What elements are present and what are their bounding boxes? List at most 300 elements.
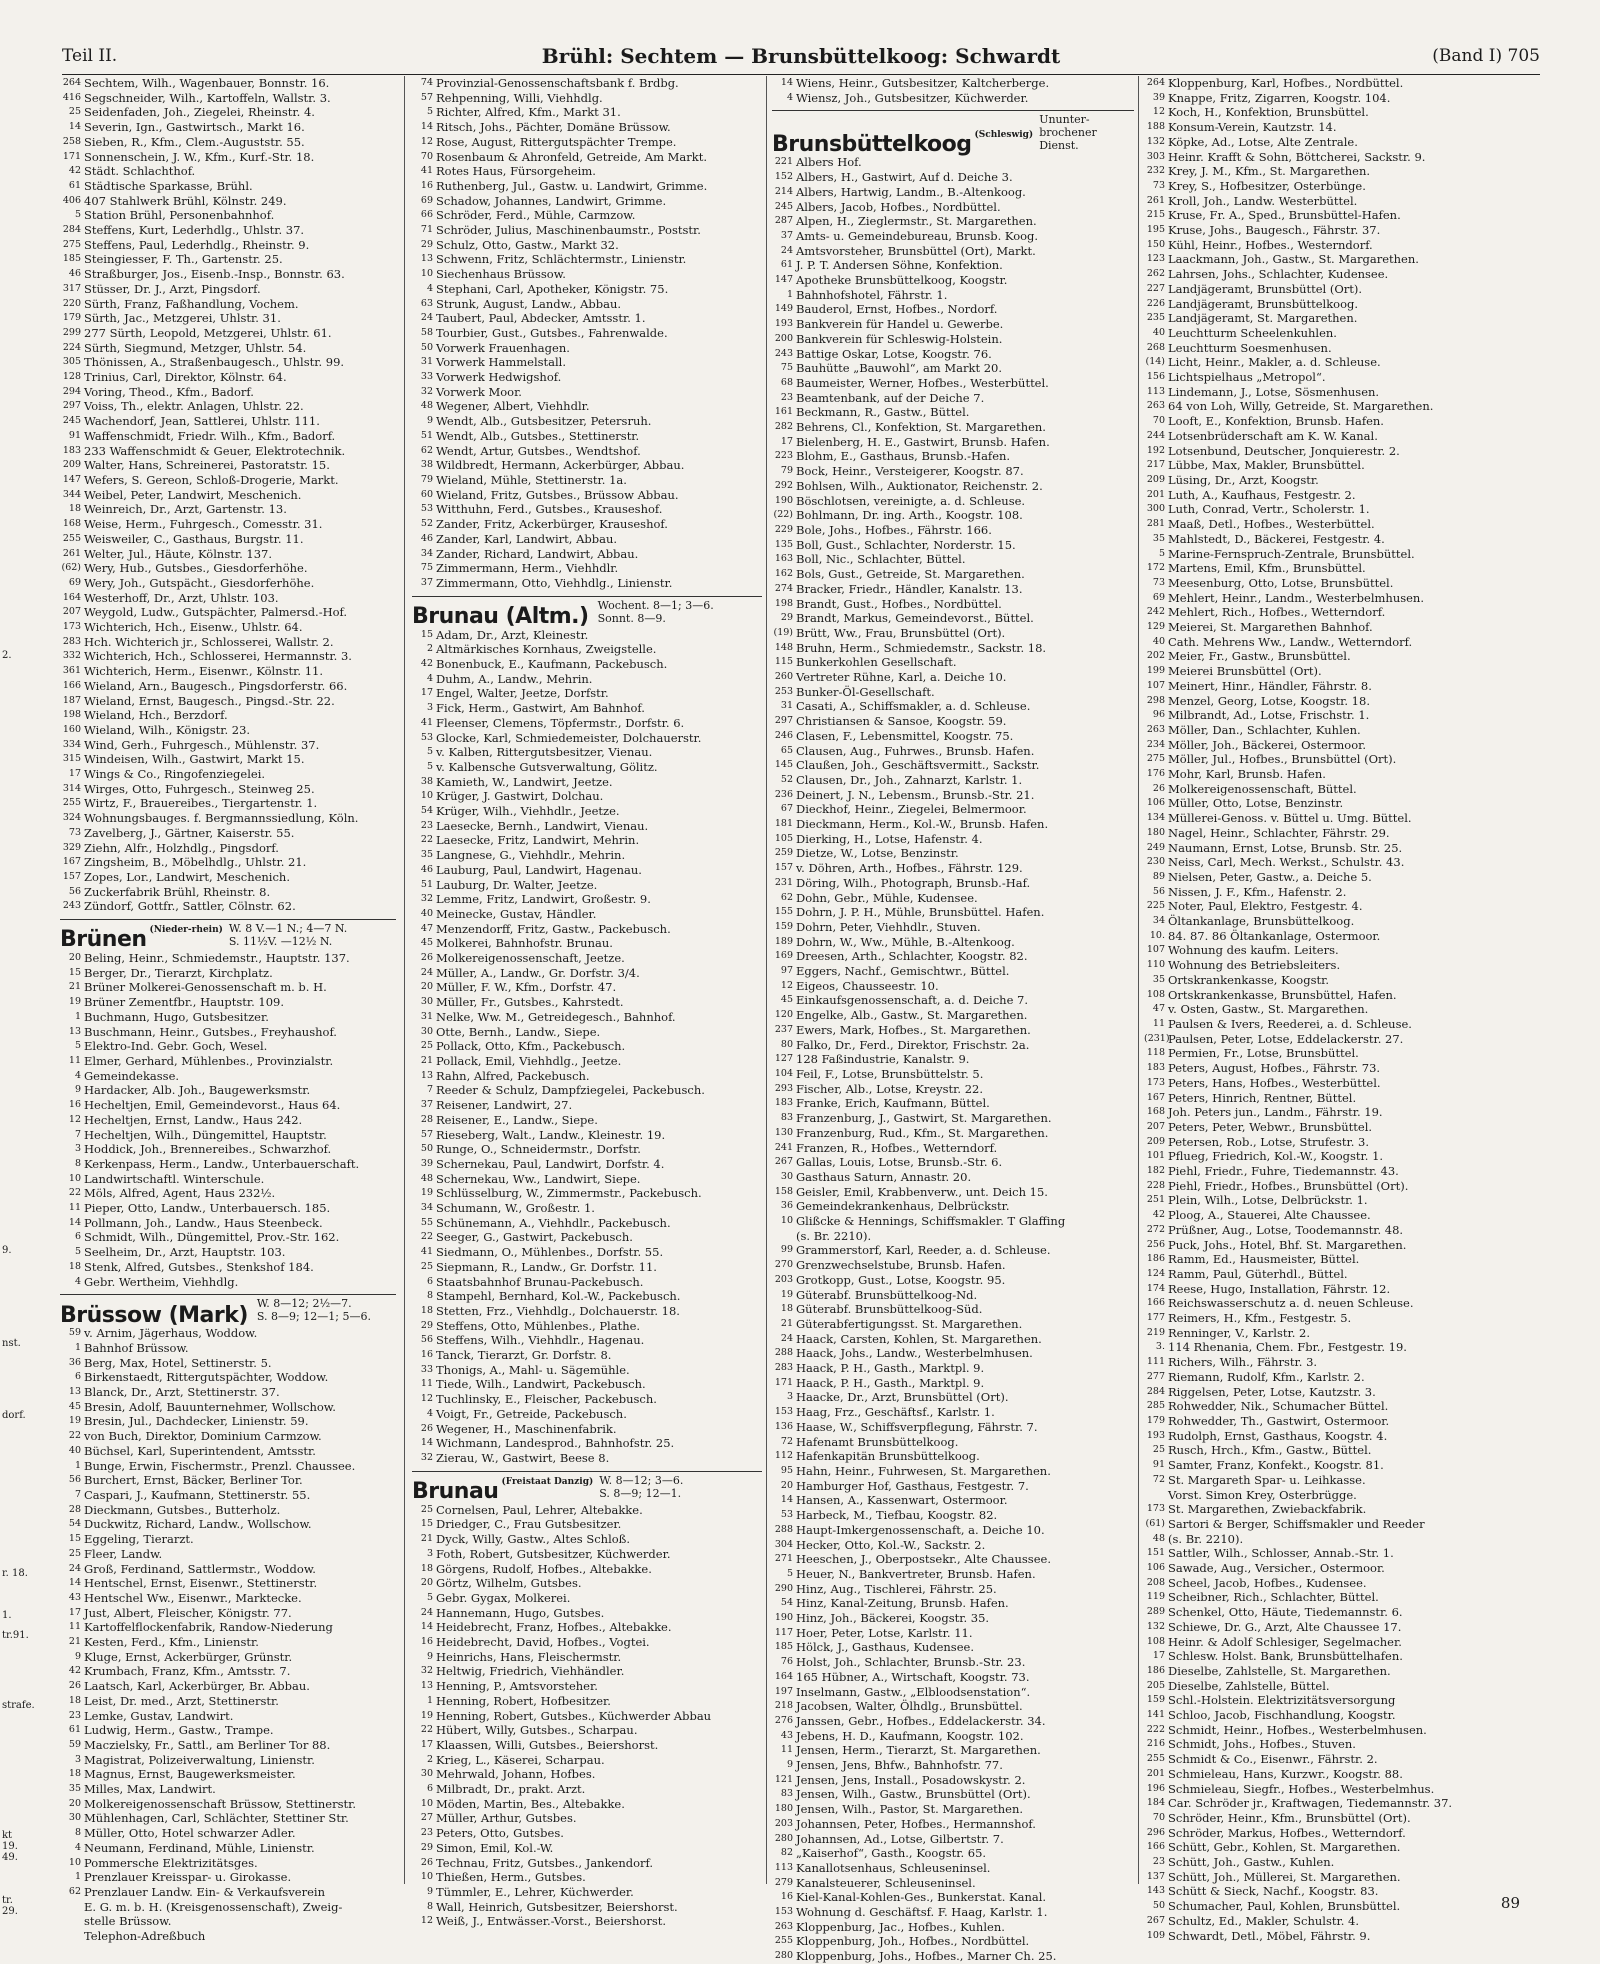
directory-entry — [772, 155, 1134, 170]
subscriber-text: Dohrn, Peter, Viehhdlr., Stuven. — [796, 919, 981, 934]
directory-entry — [772, 920, 1134, 935]
phone-number: 24 — [420, 1606, 433, 1618]
directory-entry — [60, 502, 396, 517]
margin-note: r. 18. — [2, 1568, 28, 1579]
directory-entry — [412, 1363, 762, 1378]
directory-entry — [1144, 1679, 1538, 1694]
subscriber-text: Milbrandt, Ad., Lotse, Frischstr. 1. — [1168, 708, 1370, 723]
directory-entry — [1144, 532, 1538, 547]
phone-number: 260 — [774, 671, 793, 683]
phone-number: 25 — [420, 1503, 433, 1515]
phone-number: 22 — [68, 1430, 81, 1442]
subscriber-text: Schl.-Holstein. Elektrizitätsversorgung — [1168, 1693, 1396, 1708]
subscriber-text: J. P. T. Andersen Söhne, Konfektion. — [796, 258, 1003, 273]
subscriber-text: Hamburger Hof, Gasthaus, Festgestr. 7. — [796, 1478, 1029, 1493]
phone-number: 46 — [420, 532, 433, 544]
phone-number: (231) — [1144, 1032, 1170, 1044]
directory-entry — [772, 508, 1134, 523]
phone-number: 52 — [420, 518, 433, 530]
phone-number: 83 — [780, 1112, 793, 1124]
subscriber-text: 114 Rhenania, Chem. Fbr., Festgestr. 19. — [1168, 1340, 1407, 1355]
subscriber-text: Schwardt, Detl., Möbel, Fährstr. 9. — [1168, 1928, 1371, 1943]
directory-entry — [1144, 914, 1538, 929]
subscriber-text: Leuchtturm Scheelenkuhlen. — [1168, 325, 1337, 340]
directory-entry — [60, 870, 396, 885]
directory-entry — [60, 995, 396, 1010]
directory-entry — [412, 1216, 762, 1231]
directory-entry — [1144, 973, 1538, 988]
directory-entry — [412, 547, 762, 562]
subscriber-text: Heinr. Krafft & Sohn, Böttcherei, Sackstr. 9. — [1168, 149, 1426, 164]
directory-entry — [772, 641, 1134, 656]
phone-number: 101 — [1146, 1150, 1165, 1162]
directory-entry — [412, 1856, 762, 1871]
phone-number: 10. — [1149, 929, 1165, 941]
subscriber-text: Ramm, Ed., Hausmeister, Büttel. — [1168, 1252, 1360, 1267]
directory-entry — [772, 567, 1134, 582]
subscriber-text: Wohnung des Betriebsleiters. — [1168, 958, 1341, 973]
subscriber-text: Dohn, Gebr., Mühle, Kudensee. — [796, 890, 978, 905]
directory-entry — [772, 758, 1134, 773]
subscriber-text: Müller, Otto, Lotse, Benzinstr. — [1168, 796, 1344, 811]
directory-entry — [772, 302, 1134, 317]
phone-number: 128 — [62, 371, 81, 383]
phone-number: 185 — [62, 253, 81, 265]
directory-entry — [60, 1709, 396, 1724]
phone-number: 120 — [774, 1009, 793, 1021]
subscriber-text: Buchmann, Hugo, Gutsbesitzer. — [84, 1009, 269, 1024]
directory-entry — [1144, 841, 1538, 856]
phone-number: 6 — [426, 1783, 433, 1795]
phone-number: 32 — [420, 1665, 433, 1677]
subscriber-text: Schmidt & Co., Eisenwr., Fährstr. 2. — [1168, 1752, 1378, 1767]
subscriber-text: Vorwerk Hammelstall. — [436, 355, 567, 370]
directory-entry — [412, 1054, 762, 1069]
phone-number: 9 — [74, 1084, 81, 1096]
subscriber-text: Staatsbahnhof Brunau-Packebusch. — [436, 1274, 644, 1289]
subscriber-text: Ortskrankenkasse, Koogstr. — [1168, 972, 1330, 987]
directory-entry — [1144, 1340, 1538, 1355]
phone-number: 4 — [74, 1841, 81, 1853]
subscriber-text: Gemeindekasse. — [84, 1068, 180, 1083]
directory-entry — [772, 1685, 1134, 1700]
directory-entry — [412, 1304, 762, 1319]
subscriber-text: Bohlmann, Dr. ing. Arth., Koogstr. 108. — [796, 508, 1023, 523]
phone-number: 225 — [1146, 900, 1165, 912]
phone-number: 245 — [774, 200, 793, 212]
subscriber-text: Sürth, Franz, Faßhandlung, Vochem. — [84, 296, 299, 311]
directory-entry — [1144, 679, 1538, 694]
subscriber-text: Haack, P. H., Gasth., Marktpl. 9. — [796, 1375, 985, 1390]
directory-entry — [60, 1797, 396, 1812]
subscriber-text: Menzendorff, Fritz, Gastw., Packebusch. — [436, 921, 671, 936]
phone-number: 12 — [420, 135, 433, 147]
subscriber-text: E. G. m. b. H. (Kreisgenossenschaft), Zweig- — [84, 1899, 343, 1914]
phone-number: 1 — [786, 288, 793, 300]
subscriber-text: Looft, E., Konfektion, Brunsb. Hafen. — [1168, 414, 1384, 429]
subscriber-text: Schütt, Joh., Gastw., Kuhlen. — [1168, 1855, 1335, 1870]
phone-number: 20 — [420, 981, 433, 993]
subscriber-text: Dieckhof, Heinr., Ziegelei, Belmermoor. — [796, 802, 1027, 817]
directory-entry — [60, 444, 396, 459]
phone-number: 108 — [1146, 988, 1165, 1000]
phone-number: 119 — [1146, 1591, 1165, 1603]
directory-entry — [772, 1552, 1134, 1567]
office-hours: Wochent. 8—1; 3—6. Sonnt. 8—9. — [597, 598, 714, 625]
phone-number: 34 — [420, 1202, 433, 1214]
phone-number: 21 — [780, 1317, 793, 1329]
subscriber-text: Landjägeramt, St. Margarethen. — [1168, 311, 1358, 326]
phone-number: 298 — [1146, 694, 1165, 706]
subscriber-text: Tümmler, E., Lehrer, Küchwerder. — [436, 1884, 634, 1899]
directory-entry — [1144, 517, 1538, 532]
subscriber-text: Görtz, Wilhelm, Gutsbes. — [436, 1576, 582, 1591]
subscriber-text: Molkereigenossenschaft, Jeetze. — [436, 951, 625, 966]
directory-entry — [772, 1640, 1134, 1655]
phone-number: 416 — [62, 91, 81, 103]
phone-number: 4 — [74, 1275, 81, 1287]
subscriber-text: Peters, Peter, Webwr., Brunsbüttel. — [1168, 1119, 1373, 1134]
phone-number: 4 — [786, 91, 793, 103]
directory-entry — [412, 135, 762, 150]
phone-number: 42 — [1152, 1209, 1165, 1221]
phone-number: 30 — [420, 1768, 433, 1780]
subscriber-text: Schumann, W., Großestr. 1. — [436, 1201, 595, 1216]
directory-entry — [772, 552, 1134, 567]
directory-entry — [60, 1900, 396, 1915]
phone-number: 6 — [426, 1275, 433, 1287]
subscriber-text: Inselmann, Gastw., „Elbloodsenstation“. — [796, 1684, 1031, 1699]
directory-entry — [60, 1591, 396, 1606]
place-qualifier: (Schleswig) — [974, 129, 1034, 140]
phone-number: 261 — [62, 547, 81, 559]
directory-entry — [1144, 1414, 1538, 1429]
phone-number: 25 — [420, 1260, 433, 1272]
directory-entry — [412, 1289, 762, 1304]
phone-number: 207 — [62, 606, 81, 618]
subscriber-text: Ruthenberg, Jul., Gastw. u. Landwirt, Grimme. — [436, 178, 708, 193]
phone-number: 35 — [1152, 532, 1165, 544]
subscriber-text: Wirges, Otto, Fuhrgesch., Steinweg 25. — [84, 781, 315, 796]
directory-entry — [1144, 1208, 1538, 1223]
subscriber-text: Kamieth, W., Landwirt, Jeetze. — [436, 774, 613, 789]
phone-number: 35 — [420, 849, 433, 861]
directory-entry — [772, 1611, 1134, 1626]
directory-entry — [412, 1914, 762, 1929]
directory-entry — [1144, 1311, 1538, 1326]
subscriber-text: Konsum-Verein, Kautzstr. 14. — [1168, 120, 1337, 135]
subscriber-text: Hch. Wichterich jr., Schlosserei, Wallstr. 2. — [84, 634, 334, 649]
subscriber-text: Schlesw. Holst. Bank, Brunsbüttelhafen. — [1168, 1649, 1403, 1664]
subscriber-text: Pommersche Elektrizitätsges. — [84, 1855, 258, 1870]
directory-entry — [1144, 635, 1538, 650]
subscriber-text: St. Margarethen, Zwiebackfabrik. — [1168, 1502, 1367, 1517]
directory-entry — [412, 267, 762, 282]
directory-entry — [60, 1414, 396, 1429]
directory-entry — [412, 370, 762, 385]
phone-number: 46 — [420, 863, 433, 875]
place-name: Brüssow (Mark) — [60, 1302, 248, 1328]
directory-entry — [60, 1562, 396, 1577]
phone-number: 10 — [420, 790, 433, 802]
phone-number: 74 — [420, 77, 433, 88]
margin-note: 49. — [2, 1852, 18, 1863]
phone-number: 25 — [68, 1547, 81, 1559]
phone-number: 18 — [420, 1304, 433, 1316]
directory-entry — [60, 1459, 396, 1474]
phone-number: 16 — [68, 1099, 81, 1111]
phone-number: 59 — [68, 1738, 81, 1750]
directory-entry — [60, 1811, 396, 1826]
directory-entry — [60, 341, 396, 356]
phone-number: 72 — [780, 1435, 793, 1447]
directory-entry — [772, 1288, 1134, 1303]
directory-entry — [60, 1157, 396, 1172]
phone-number: 11 — [1152, 1018, 1165, 1029]
directory-entry — [60, 826, 396, 841]
directory-entry — [60, 120, 396, 135]
subscriber-text: Siechenhaus Brüssow. — [436, 267, 566, 282]
subscriber-text: Bauderol, Ernst, Hofbes., Nordorf. — [796, 302, 998, 317]
phone-number: 48 — [420, 1172, 433, 1184]
subscriber-text: Lotsenbrüderschaft am K. W. Kanal. — [1168, 428, 1378, 443]
phone-number: 263 — [1146, 400, 1165, 412]
directory-entry — [60, 326, 396, 341]
phone-number: 193 — [774, 318, 793, 330]
phone-number: 30 — [780, 1170, 793, 1182]
phone-number: 57 — [420, 1128, 433, 1140]
phone-number: 67 — [780, 803, 793, 815]
subscriber-text: Vorwerk Moor. — [436, 384, 522, 399]
phone-number: 241 — [774, 1141, 793, 1153]
phone-number: 47 — [420, 922, 433, 934]
phone-number: 72 — [1152, 1473, 1165, 1485]
phone-number: 270 — [774, 1259, 793, 1271]
subscriber-text: Clasen, F., Lebensmittel, Koogstr. 75. — [796, 728, 1014, 743]
directory-entry — [60, 1069, 396, 1084]
directory-entry — [772, 1905, 1134, 1920]
directory-entry — [60, 1694, 396, 1709]
phone-number: 15 — [420, 628, 433, 640]
phone-number: 112 — [774, 1450, 793, 1462]
subscriber-text: Kroll, Joh., Landw. Westerbüttel. — [1168, 193, 1358, 208]
directory-entry — [772, 597, 1134, 612]
phone-number: 186 — [1146, 1664, 1165, 1676]
directory-entry — [60, 1650, 396, 1665]
subscriber-text: Steffens, Kurt, Lederhdlg., Uhlstr. 37. — [84, 223, 305, 238]
margin-note: 9. — [2, 1245, 12, 1256]
directory-entry — [1144, 1238, 1538, 1253]
phone-number: 63 — [420, 297, 433, 309]
directory-entry — [772, 1949, 1134, 1964]
phone-number: 180 — [774, 1803, 793, 1815]
subscriber-text: Rusch, Hrch., Kfm., Gastw., Büttel. — [1168, 1443, 1372, 1458]
directory-entry — [772, 1861, 1134, 1876]
subscriber-text: Laesecke, Bernh., Landwirt, Vienau. — [436, 818, 649, 833]
directory-entry — [412, 1591, 762, 1606]
phone-number: 23 — [780, 391, 793, 403]
phone-number: 121 — [774, 1773, 793, 1785]
directory-entry — [772, 288, 1134, 303]
subscriber-text: Geisler, Emil, Krabbenverw., unt. Deich 15. — [796, 1184, 1048, 1199]
subscriber-text: Laatsch, Karl, Ackerbürger, Br. Abbau. — [84, 1679, 310, 1694]
directory-entry — [60, 150, 396, 165]
subscriber-text: Tourbier, Gust., Gutsbes., Fahrenwalde. — [436, 325, 668, 340]
subscriber-text: Bresin, Jul., Dachdecker, Linienstr. 59. — [84, 1414, 309, 1429]
subscriber-text: Müller, Otto, Hotel schwarzer Adler. — [84, 1826, 296, 1841]
directory-entry — [772, 1170, 1134, 1185]
phone-number: 274 — [774, 582, 793, 594]
directory-entry — [60, 297, 396, 312]
directory-entry — [60, 1856, 396, 1871]
subscriber-text: Prenzlauer Landw. Ein- & Verkaufsverein — [84, 1884, 326, 1899]
subscriber-text: Rieseberg, Walt., Landw., Kleinestr. 19. — [436, 1127, 666, 1142]
phone-number: 166 — [1146, 1297, 1165, 1309]
phone-number: 5 — [426, 106, 433, 118]
subscriber-text: Steffens, Wilh., Viehhdlr., Hagenau. — [436, 1333, 645, 1348]
phone-number: 161 — [774, 406, 793, 418]
directory-entry — [772, 464, 1134, 479]
phone-number: 107 — [1146, 679, 1165, 691]
subscriber-text: Licht, Heinr., Makler, a. d. Schleuse. — [1168, 355, 1381, 370]
directory-entry — [412, 922, 762, 937]
directory-entry — [412, 1885, 762, 1900]
phone-number: 69 — [420, 194, 433, 206]
phone-number: 46 — [68, 268, 81, 280]
directory-entry — [1144, 1855, 1538, 1870]
directory-entry — [412, 517, 762, 532]
phone-number: 40 — [1152, 326, 1165, 338]
subscriber-text: Müllerei-Genoss. v. Büttel u. Umg. Büttel. — [1168, 811, 1412, 826]
subscriber-text: Fleer, Landw. — [84, 1546, 163, 1561]
directory-entry — [1144, 1193, 1538, 1208]
phone-number: 181 — [774, 818, 793, 830]
subscriber-text: „Kaiserhof“, Gasth., Koogstr. 65. — [796, 1846, 987, 1861]
subscriber-text: Lindemann, J., Lotse, Sösmenhusen. — [1168, 384, 1380, 399]
subscriber-text: Witthuhn, Ferd., Gutsbes., Krauseshof. — [436, 502, 663, 517]
phone-number: 24 — [780, 244, 793, 256]
phone-number: 268 — [1146, 341, 1165, 353]
phone-number: 25 — [1152, 1444, 1165, 1456]
subscriber-text: Köpke, Ad., Lotse, Alte Zentrale. — [1168, 134, 1358, 149]
phone-number: 37 — [780, 229, 793, 241]
phone-number: 217 — [1146, 459, 1165, 471]
subscriber-text: Brüner Zementfbr., Hauptstr. 109. — [84, 995, 285, 1010]
directory-entry — [772, 817, 1134, 832]
subscriber-text: Gebr. Gygax, Molkerei. — [436, 1590, 571, 1605]
phone-number: 235 — [1146, 312, 1165, 324]
directory-entry — [412, 628, 762, 643]
phone-number: 16 — [780, 1891, 793, 1903]
directory-entry — [60, 1503, 396, 1518]
phone-number: 9 — [426, 415, 433, 427]
directory-entry — [772, 376, 1134, 391]
directory-entry — [412, 326, 762, 341]
subscriber-text: Hinz, Joh., Bäckerei, Koogstr. 35. — [796, 1611, 990, 1626]
directory-entry — [1144, 370, 1538, 385]
phone-number: 50 — [420, 1143, 433, 1155]
directory-entry — [1144, 1532, 1538, 1547]
phone-number: 17 — [420, 687, 433, 699]
directory-entry — [1144, 958, 1538, 973]
subscriber-text: Neiss, Carl, Mech. Werkst., Schulstr. 43. — [1168, 855, 1405, 870]
directory-entry — [772, 1038, 1134, 1053]
phone-number: 48 — [420, 400, 433, 412]
subscriber-text: Schröder, Heinr., Kfm., Brunsbüttel (Ort). — [1168, 1810, 1411, 1825]
subscriber-text: Luth, A., Kaufhaus, Festgestr. 2. — [1168, 487, 1356, 502]
directory-entry — [60, 635, 396, 650]
directory-entry — [60, 208, 396, 223]
subscriber-text: Waffenschmidt, Friedr. Wilh., Kfm., Badorf. — [84, 428, 336, 443]
subscriber-text: Krumbach, Franz, Kfm., Amtsstr. 7. — [84, 1664, 291, 1679]
directory-entry — [1144, 1811, 1538, 1826]
subscriber-text: Petersen, Rob., Lotse, Strufestr. 3. — [1168, 1134, 1369, 1149]
place-heading — [60, 919, 396, 953]
subscriber-text: Albers, H., Gastwirt, Auf d. Deiche 3. — [796, 170, 1013, 185]
directory-entry — [772, 1067, 1134, 1082]
subscriber-text: Siepmann, R., Landw., Gr. Dorfstr. 11. — [436, 1259, 657, 1274]
subscriber-text: Segschneider, Wilh., Kartoffeln, Wallstr. 3. — [84, 90, 331, 105]
directory-entry — [60, 1841, 396, 1856]
subscriber-text: Mahlstedt, D., Bäckerei, Festgestr. 4. — [1168, 531, 1385, 546]
directory-entry — [60, 473, 396, 488]
directory-entry — [1144, 1752, 1538, 1767]
directory-entry — [60, 841, 396, 856]
subscriber-text: Hafenamt Brunsbüttelkoog. — [796, 1434, 959, 1449]
directory-entry — [412, 1186, 762, 1201]
phone-number: 258 — [62, 135, 81, 147]
office-hours: Ununter- brochener Dienst. — [1039, 113, 1097, 153]
phone-number: 153 — [774, 1906, 793, 1918]
directory-entry — [1144, 1488, 1538, 1503]
phone-number: 26 — [420, 1856, 433, 1868]
phone-number: 255 — [1146, 1753, 1165, 1765]
directory-entry — [60, 1547, 396, 1562]
directory-entry — [60, 1620, 396, 1635]
subscriber-text: Clausen, Aug., Fuhrwes., Brunsb. Hafen. — [796, 743, 1035, 758]
phone-number: 113 — [774, 1861, 793, 1873]
directory-entry — [412, 1870, 762, 1885]
subscriber-text: Steffens, Paul, Lederhdlg., Rheinstr. 9. — [84, 237, 310, 252]
directory-entry — [412, 745, 762, 760]
directory-entry — [412, 1245, 762, 1260]
volume-page-label: (Band I) 705 — [1432, 46, 1540, 66]
subscriber-text: Heltwig, Friedrich, Viehhändler. — [436, 1664, 625, 1679]
phone-number: 263 — [774, 1920, 793, 1932]
phone-number: 17 — [68, 768, 81, 780]
subscriber-text: v. Osten, Gastw., St. Margarethen. — [1168, 1002, 1369, 1017]
phone-number: 47 — [1152, 1003, 1165, 1015]
subscriber-text: Amtsvorsteher, Brunsbüttel (Ort), Markt. — [796, 243, 1036, 258]
phone-number: 169 — [774, 950, 793, 962]
directory-entry — [412, 995, 762, 1010]
subscriber-text: Albers Hof. — [796, 155, 862, 170]
directory-entry — [1144, 1870, 1538, 1885]
directory-entry — [1144, 605, 1538, 620]
phone-number: 51 — [420, 878, 433, 890]
directory-entry — [412, 1606, 762, 1621]
directory-entry — [412, 1451, 762, 1466]
directory-entry — [772, 611, 1134, 626]
phone-number: 284 — [1146, 1385, 1165, 1397]
directory-entry — [1144, 620, 1538, 635]
directory-entry — [1144, 135, 1538, 150]
directory-entry — [60, 238, 396, 253]
subscriber-text: Puck, Johs., Hotel, Bhf. St. Margarethen. — [1168, 1237, 1407, 1252]
directory-entry — [1144, 752, 1538, 767]
subscriber-text: Berg, Max, Hotel, Settinerstr. 5. — [84, 1355, 272, 1370]
subscriber-text: Görgens, Rudolf, Hofbes., Altebakke. — [436, 1561, 652, 1576]
